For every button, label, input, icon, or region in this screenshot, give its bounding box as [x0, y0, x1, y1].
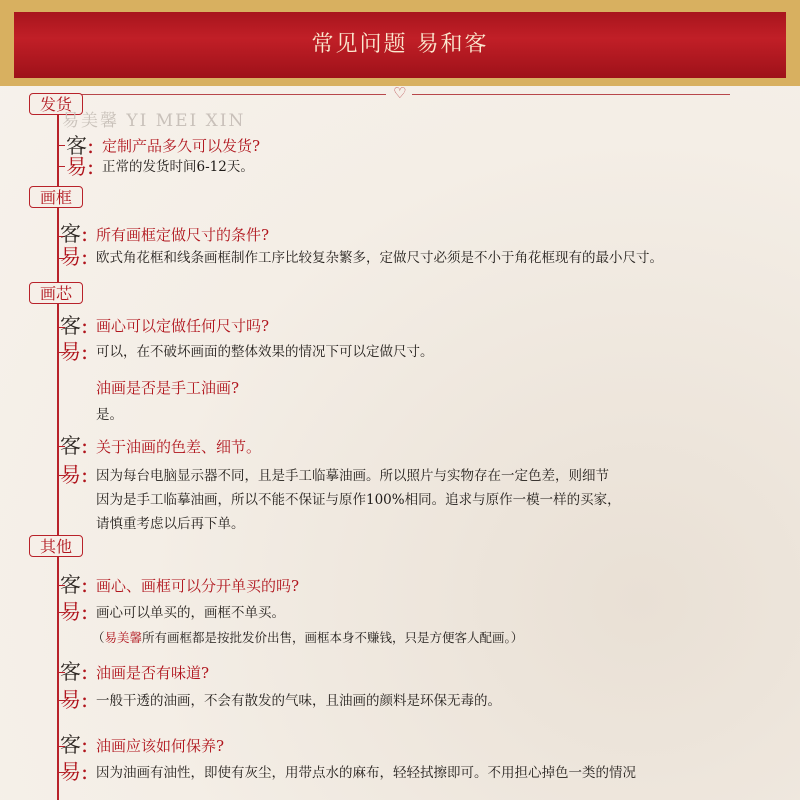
question-marker: 客: [60, 222, 89, 246]
question-text: 关于油画的色差、细节。 [96, 438, 262, 456]
answer-text: 可以，在不破坏画面的整体效果的情况下可以定做尺寸。 [96, 344, 434, 360]
question-text: 定制产品多久可以发货? [102, 137, 261, 155]
brand-name: 易美馨 [104, 630, 143, 645]
answer-text: 因为每台电脑显示器不同，且是手工临摹油画。所以照片与实物存在一定色差，则细节 [96, 468, 609, 484]
note-text: （易美馨所有画框都是按批发价出售，画框本身不赚钱，只是方便客人配画。） [92, 630, 524, 645]
answer-marker: 易: [66, 155, 95, 179]
answer-marker: 易: [60, 463, 89, 487]
answer-text: 是。 [96, 407, 123, 423]
question-marker: 客: [60, 434, 89, 458]
answer-text: 请慎重考虑以后再下单。 [96, 516, 245, 532]
section-tag-shipping: 发货 [29, 93, 83, 115]
answer-text: 一般干透的油画，不会有散发的气味，且油画的颜料是环保无毒的。 [96, 693, 501, 709]
divider-right [412, 94, 730, 95]
timeline-other [57, 556, 59, 800]
section-tag-frame: 画框 [29, 186, 83, 208]
question-marker: 客: [60, 314, 89, 338]
question-text: 油画应该如何保养? [96, 737, 225, 755]
answer-marker: 易: [60, 760, 89, 784]
question-text: 油画是否有味道? [96, 664, 210, 682]
question-marker: 客: [60, 733, 89, 757]
answer-text: 因为是手工临摹油画，所以不能不保证与原作100%相同。追求与原作一模一样的买家， [96, 492, 621, 508]
answer-marker: 易: [60, 688, 89, 712]
watermark: 易美馨 YI MEI XIN [62, 111, 246, 131]
question-marker: 客: [60, 573, 89, 597]
timeline-core [57, 303, 59, 535]
question-text: 所有画框定做尺寸的条件? [96, 226, 270, 244]
connector [57, 166, 65, 167]
answer-marker: 易: [60, 600, 89, 624]
answer-marker: 易: [60, 245, 89, 269]
timeline-frame [57, 207, 59, 283]
top-gold-trim [0, 0, 800, 12]
section-tag-other: 其他 [29, 535, 83, 557]
question-marker: 客: [66, 134, 95, 158]
page-title: 常见问题 易和客 [311, 32, 489, 57]
heart-icon: ♡ [393, 84, 407, 102]
connector [57, 145, 65, 146]
divider-left [70, 94, 386, 95]
question-text: 画心、画框可以分开单买的吗? [96, 577, 300, 595]
answer-text: 欧式角花框和线条画框制作工序比较复杂繁多，定做尺寸必须是不小于角花框现有的最小尺寸。 [96, 250, 663, 266]
answer-marker: 易: [60, 340, 89, 364]
answer-text: 因为油画有油性，即使有灰尘，用带点水的麻布，轻轻拭擦即可。不用担心掉色一类的情况 [96, 765, 636, 781]
question-marker: 客: [60, 660, 89, 684]
section-tag-core: 画芯 [29, 282, 83, 304]
question-text: 画心可以定做任何尺寸吗? [96, 317, 270, 335]
timeline-shipping [57, 115, 59, 187]
question-text: 油画是否是手工油画? [96, 379, 240, 397]
answer-text: 画心可以单买的，画框不单买。 [96, 605, 285, 621]
answer-text: 正常的发货时间6-12天。 [102, 159, 254, 175]
